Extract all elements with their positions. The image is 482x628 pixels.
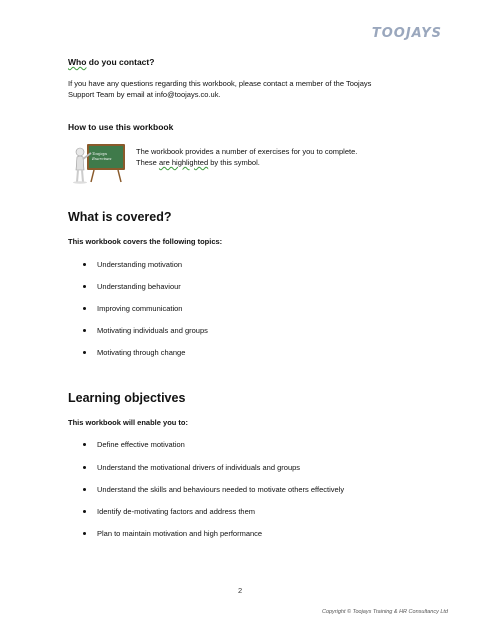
objectives-list: Define effective motivation Understand the motivational drivers of individuals and groups Understand the skills and behaviours needed to motivate others effectively Identify de-motivating factors and address them Plan to maintain motivation and high performance (83, 0, 463, 628)
contact-heading-rest: do you contact? (86, 57, 155, 67)
howto-line-2-part-b: are highlighted (158, 158, 209, 167)
howto-line-2-part-a: These (136, 158, 159, 167)
bullet-icon (83, 488, 86, 491)
covered-list: Understanding motivation Understanding behaviour Improving communication Motivating individuals and groups Motivating through change (83, 0, 463, 628)
board-text-line-2: Exercises (92, 156, 112, 161)
howto-line-2-part-c: by this symbol. (208, 158, 260, 167)
howto-line-1: The workbook provides a number of exercises for you to complete. (136, 147, 358, 156)
board-text-line-1: Toojays (92, 151, 108, 156)
covered-heading: What is covered? (68, 210, 172, 224)
howto-heading: How to use this workbook (68, 122, 174, 132)
contact-line-2: Support Team by email at info@toojays.co.uk. (68, 90, 221, 99)
copyright-text: Copyright © Toojays Training & HR Consultancy Ltd (321, 609, 448, 615)
page-number: 2 (238, 586, 243, 595)
bullet-icon (83, 510, 86, 513)
bullet-icon (83, 532, 86, 535)
objectives-intro: This workbook will enable you to: (68, 418, 189, 427)
company-logo: TOOJAYS (371, 26, 442, 41)
contact-line-1: If you have any questions regarding this workbook, please contact a member of the Toojays (68, 79, 372, 88)
covered-intro: This workbook covers the following topics: (68, 237, 223, 246)
objectives-heading: Learning objectives (68, 391, 186, 405)
bullet-icon (83, 466, 86, 469)
bullet-icon (83, 443, 86, 446)
contact-heading-word: Who (68, 57, 87, 67)
